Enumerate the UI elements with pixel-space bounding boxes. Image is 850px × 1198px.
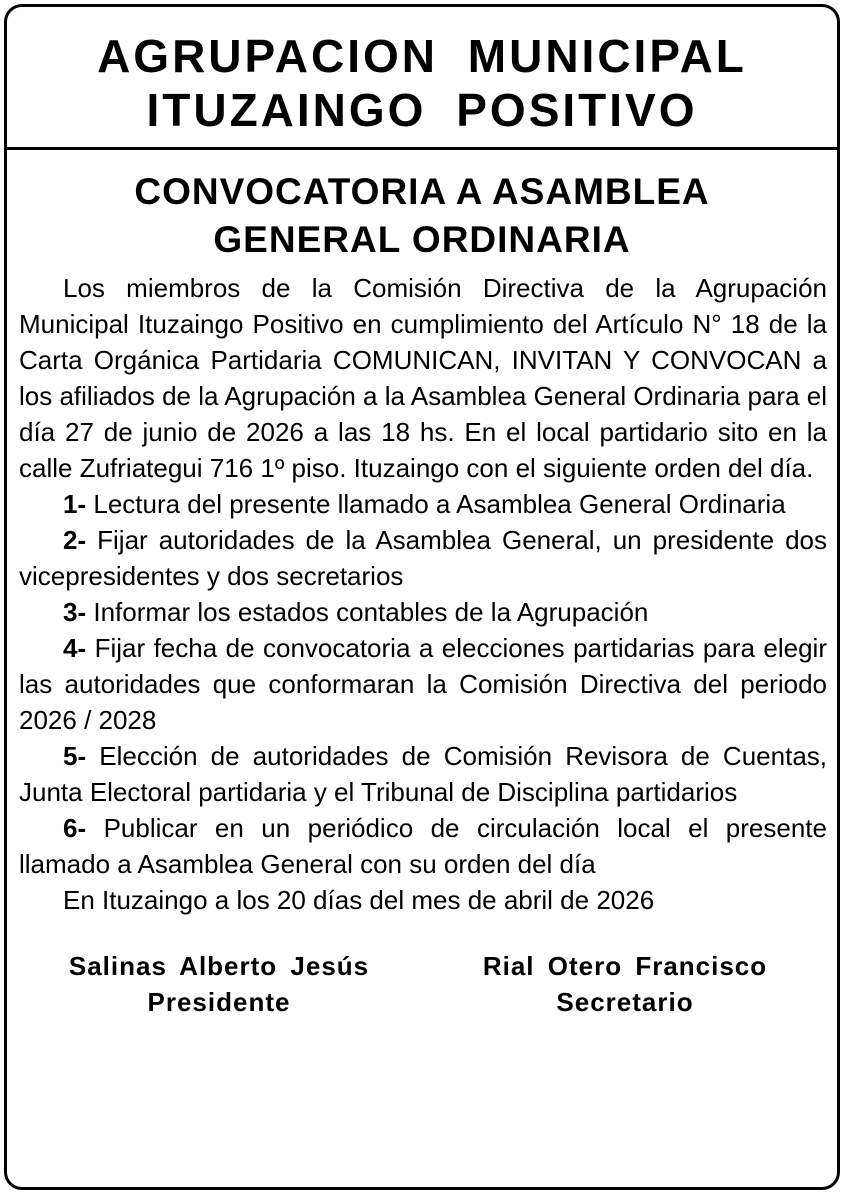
agenda-item	[19, 486, 827, 522]
organization-name-line2: ITUZAINGO POSITIVO	[146, 84, 698, 136]
signatory-role: Secretario	[556, 987, 694, 1017]
agenda-item-number: 1-	[63, 489, 87, 519]
agenda-item	[19, 594, 827, 630]
agenda-item	[19, 738, 827, 810]
agenda-item-number: 2-	[63, 525, 87, 555]
agenda-item-text: Lectura del presente llamado a Asamblea General Ordinaria	[93, 489, 786, 519]
agenda-item-text: Fijar autoridades de la Asamblea General, un presidente dos vicepresidentes y dos secretarios	[19, 525, 827, 591]
notice-title-line1: CONVOCATORIA A ASAMBLEA	[134, 171, 710, 212]
agenda-item-number: 4-	[63, 633, 87, 663]
agenda-item-text: Informar los estados contables de la Agrupación	[93, 597, 649, 627]
agenda-item-text: Publicar en un periódico de circulación local el presente llamado a Asamblea General con su orden del día	[19, 813, 827, 879]
signatory-name: Salinas Alberto Jesús	[68, 951, 370, 981]
intro-paragraph: Los miembros de la Comisión Directiva de la Agrupación Municipal Ituzaingo Positivo en cumplimiento del Artículo N° 18 de la Carta Orgánica Partidaria COMUNICAN, INVITAN Y CONVOCAN a los afiliados de la Agrupación a la Asamblea General Ordinaria para el día 27 de junio de 2026 a las 18 hs. En el local partidario sito en la calle Zufriategui 716 1º piso. Ituzaingo con el siguiente orden del día.	[19, 273, 827, 483]
signatory-role: Presidente	[147, 987, 291, 1017]
notice-body	[7, 270, 837, 918]
organization-name-line1: AGRUPACION MUNICIPAL	[97, 30, 747, 82]
agenda-item-number: 6-	[63, 813, 87, 843]
signature-president	[29, 948, 409, 1020]
agenda-item-number: 3-	[63, 597, 87, 627]
agenda-item	[19, 522, 827, 594]
signature-block	[7, 948, 837, 1020]
signatory-name: Rial Otero Francisco	[482, 951, 768, 981]
agenda-item	[19, 810, 827, 882]
signature-secretary	[435, 948, 815, 1020]
notice-frame	[4, 4, 840, 1190]
notice-title	[7, 168, 837, 264]
agenda-item-text: Fijar fecha de convocatoria a elecciones partidarias para elegir las autoridades que conformaran la Comisión Directiva del periodo 2026 / 2028	[19, 633, 827, 735]
agenda-item-number: 5-	[63, 741, 87, 771]
agenda-item-text: Elección de autoridades de Comisión Revisora de Cuentas, Junta Electoral partidaria y el Tribunal de Disciplina partidarios	[19, 741, 827, 807]
organization-header	[7, 7, 837, 150]
notice-title-line2: GENERAL ORDINARIA	[213, 219, 631, 260]
closing-date-line: En Ituzaingo a los 20 días del mes de abril de 2026	[63, 885, 655, 915]
agenda-item	[19, 630, 827, 738]
